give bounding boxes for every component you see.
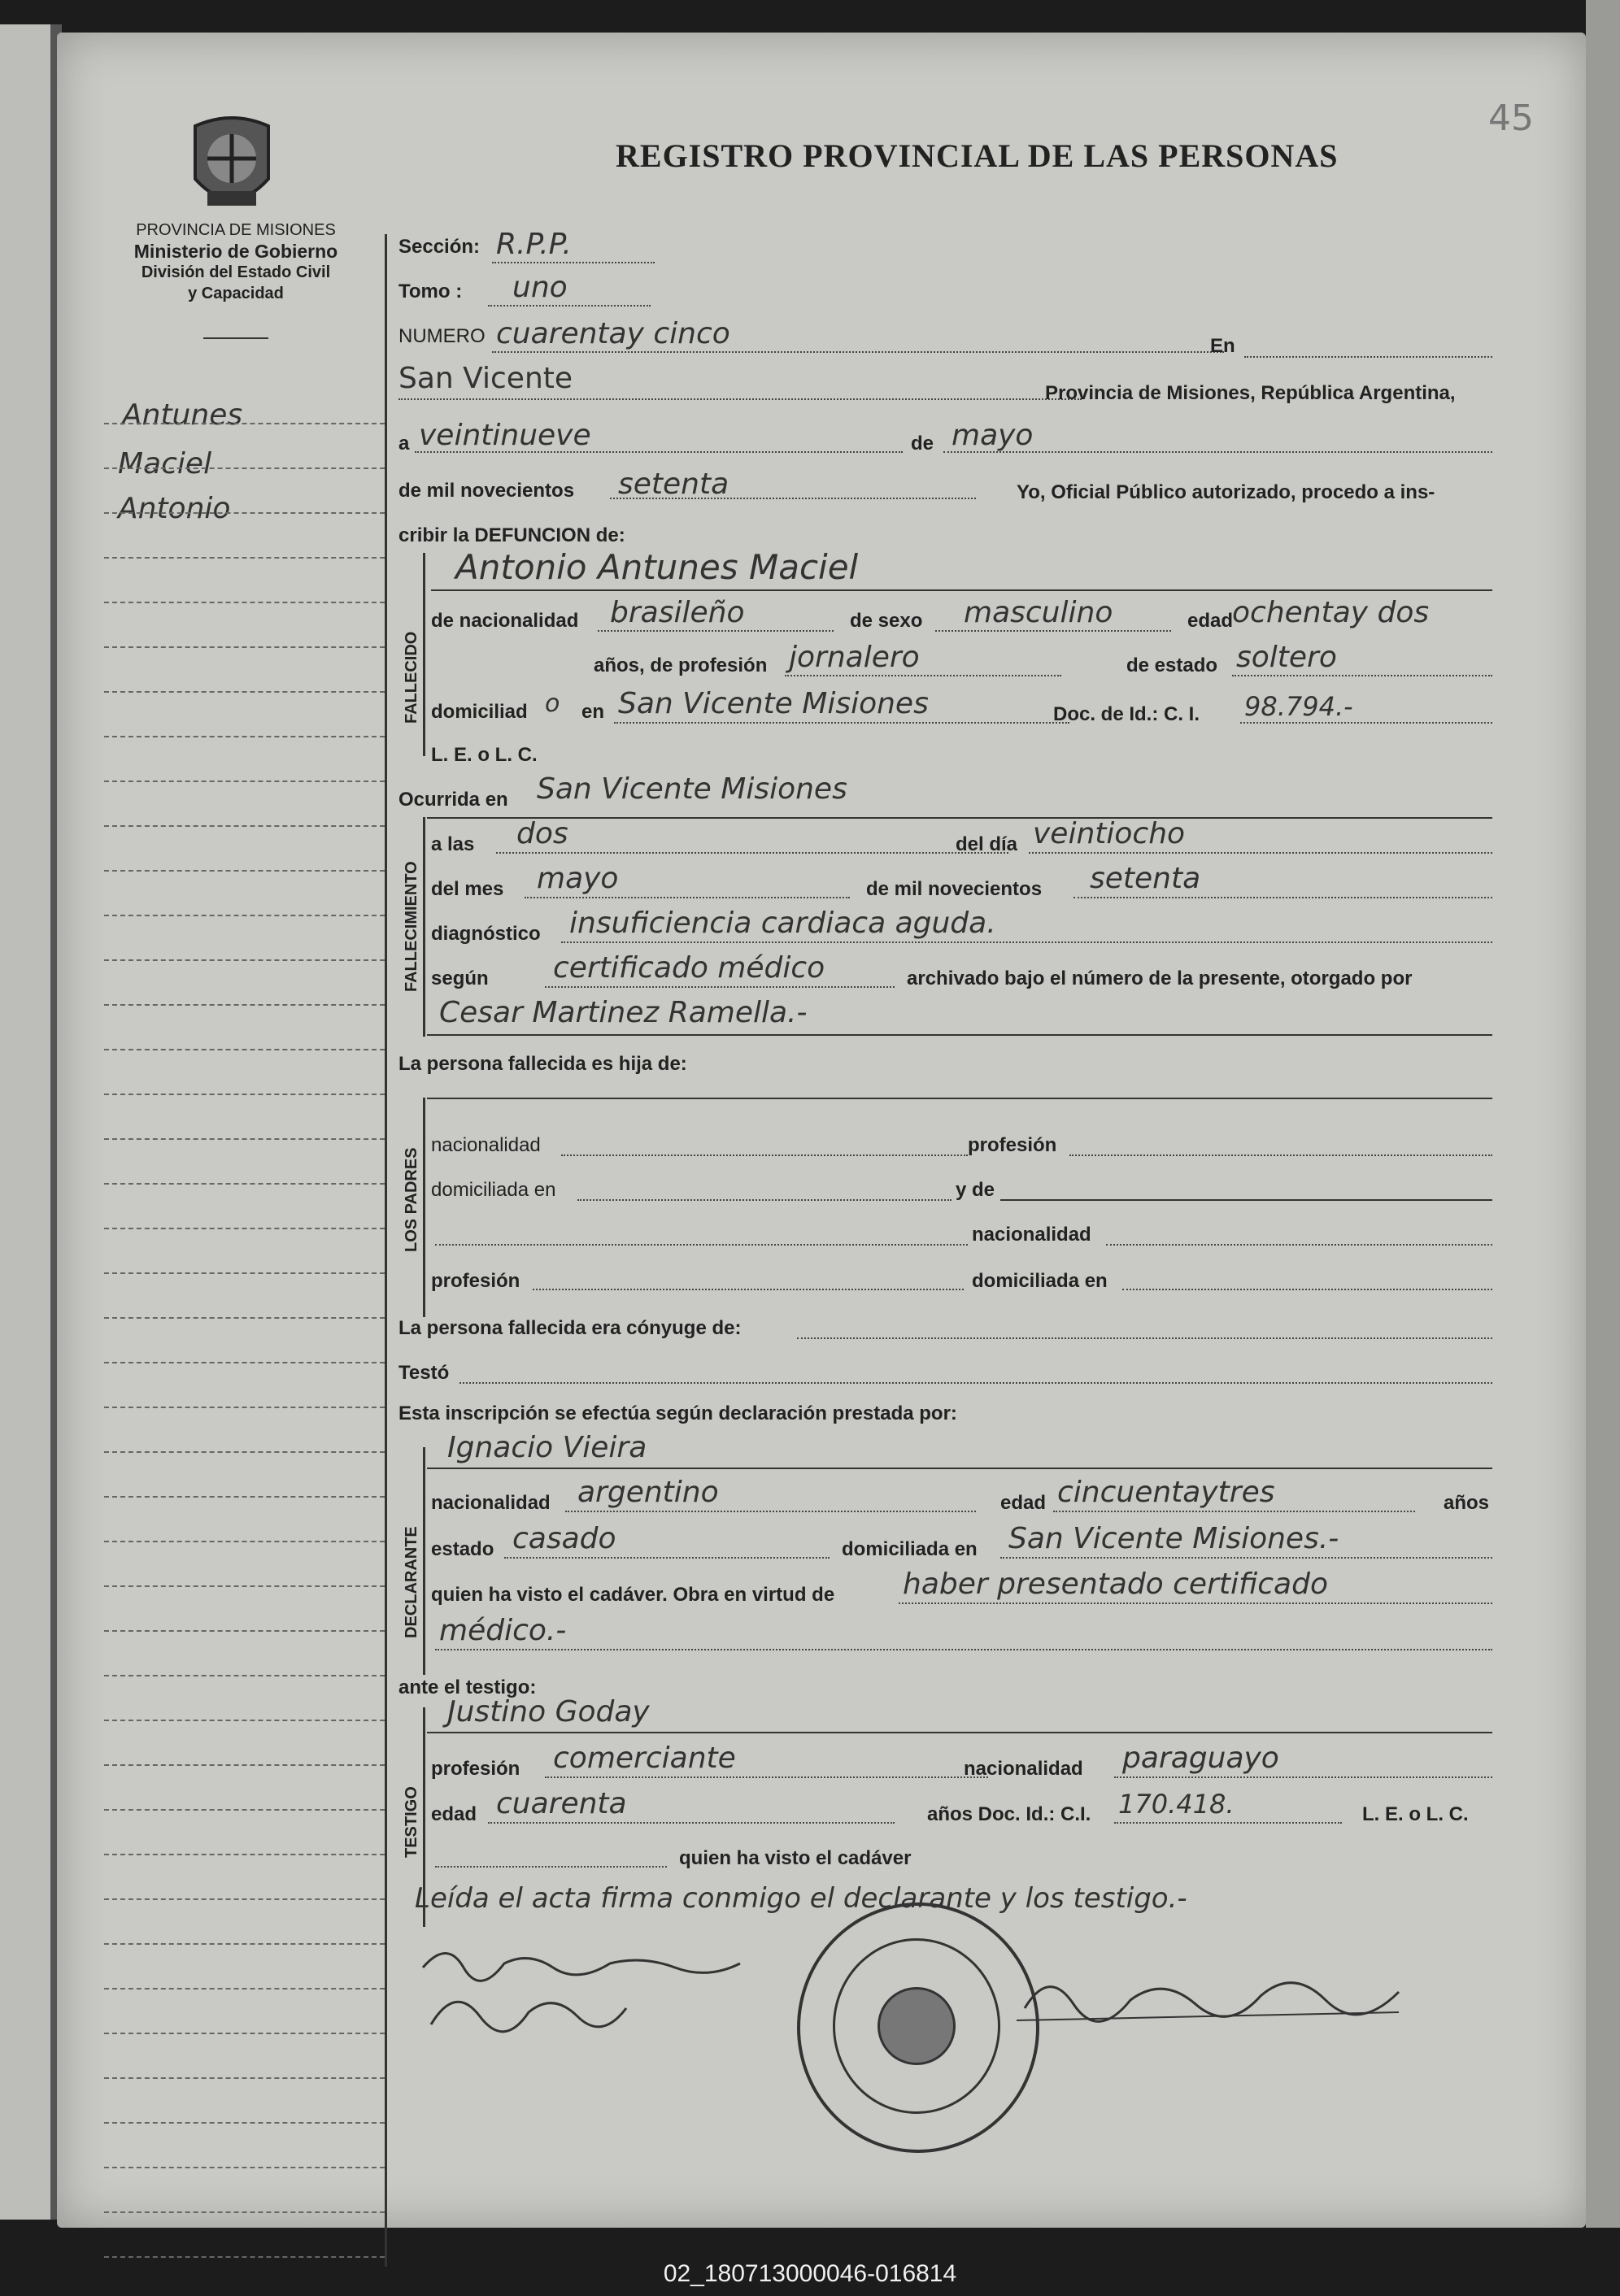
margin-line — [104, 1541, 385, 1542]
label-madre-nacionalidad: nacionalidad — [972, 1224, 1091, 1246]
margin-line — [104, 2167, 385, 2168]
margin-line — [104, 1585, 385, 1587]
label-tomo: Tomo : — [398, 280, 463, 302]
label-test-edad: edad — [431, 1803, 477, 1825]
label-del-dia: del día — [956, 833, 1018, 855]
value-mes: mayo — [952, 419, 1034, 452]
value-anio: setenta — [618, 467, 729, 501]
label-padre-profesion: profesión — [968, 1134, 1057, 1156]
value-test-profesion: comerciante — [553, 1742, 736, 1775]
side-label-padres: LOS PADRES — [403, 1147, 420, 1252]
margin-line — [104, 2211, 385, 2213]
label-a-las: a las — [431, 833, 475, 855]
label-doc-id: Doc. de Id.: C. I. — [1053, 703, 1200, 725]
side-label-fallecido: FALLECIDO — [403, 631, 420, 724]
image-caption: 02_180713000046-016814 — [663, 2260, 957, 2287]
margin-line — [104, 1630, 385, 1632]
label-test-le-lc: L. E. o L. C. — [1362, 1803, 1469, 1825]
margin-line — [104, 602, 385, 603]
margin-line — [104, 467, 385, 469]
label-decl-domiciliada: domiciliada en — [842, 1538, 978, 1560]
label-nacionalidad: de nacionalidad — [431, 610, 579, 632]
org-ministry: Ministerio de Gobierno — [133, 241, 338, 262]
label-decl-estado: estado — [431, 1538, 494, 1560]
margin-line — [104, 1496, 385, 1498]
org-divider — [203, 337, 268, 339]
label-de-mil-2: de mil novecientos — [866, 878, 1043, 900]
margin-line — [104, 870, 385, 872]
margin-line — [104, 1362, 385, 1363]
value-dia-muerte: veintiocho — [1033, 817, 1186, 850]
value-nombre: Antonio Antunes Maciel — [455, 547, 859, 587]
margin-line — [104, 691, 385, 693]
label-conyuge: La persona fallecida era cónyuge de: — [398, 1317, 742, 1339]
label-le-lc: L. E. o L. C. — [431, 744, 538, 766]
margin-line — [104, 1451, 385, 1453]
value-test-edad: cuarenta — [496, 1787, 627, 1820]
margin-given-name: Antonio — [118, 492, 231, 525]
org-division: División del Estado Civil — [141, 263, 331, 281]
label-sexo: de sexo — [850, 610, 923, 632]
signature-declarante — [415, 1935, 756, 2049]
label-hija-de: La persona fallecida es hija de: — [398, 1053, 687, 1075]
label-padre-domiciliada: domiciliada en — [431, 1179, 556, 1201]
value-edad: ochentay dos — [1232, 596, 1430, 629]
value-obra-virtud-2: médico.- — [439, 1614, 567, 1647]
value-decl-estado: casado — [512, 1522, 616, 1555]
margin-line — [104, 825, 385, 827]
margin-line — [104, 915, 385, 916]
page-number: 45 — [1488, 98, 1534, 139]
margin-line — [104, 2122, 385, 2124]
value-obra-virtud: haber presentado certificado — [903, 1568, 1328, 1601]
margin-line — [104, 1809, 385, 1811]
value-lugar: San Vicente — [398, 362, 573, 395]
label-anos-doc: años Doc. Id.: C.I. — [927, 1803, 1091, 1825]
org-province: PROVINCIA DE MISIONES — [136, 221, 336, 239]
margin-line — [104, 1943, 385, 1945]
margin-line — [104, 1049, 385, 1050]
label-decl-nacionalidad: nacionalidad — [431, 1492, 551, 1514]
label-en: En — [1210, 335, 1235, 357]
label-seccion: Sección: — [398, 236, 481, 258]
label-testo: Testó — [398, 1362, 450, 1384]
value-doc: 98.794.- — [1244, 691, 1353, 722]
label-y-de: y de — [956, 1179, 995, 1201]
margin-line — [104, 1720, 385, 1721]
margin-line — [104, 557, 385, 559]
label-quien-visto-2: quien ha visto el cadáver — [679, 1847, 912, 1869]
side-label-declarante: DECLARANTE — [403, 1526, 420, 1638]
value-test-nacionalidad: paraguayo — [1122, 1742, 1279, 1775]
margin-line — [104, 1183, 385, 1185]
value-sexo: masculino — [964, 596, 1113, 629]
value-domicilio-o: o — [545, 689, 560, 718]
org-capacity: y Capacidad — [188, 285, 284, 302]
value-testigo: Justino Goday — [447, 1695, 650, 1729]
value-declarante: Ignacio Vieira — [447, 1431, 647, 1464]
value-segun: certificado médico — [553, 951, 825, 985]
margin-line — [104, 1898, 385, 1900]
margin-surname-2: Maciel — [118, 447, 212, 481]
value-closing: Leída el acta firma conmigo el declarante y los testigo.- — [415, 1882, 1187, 1915]
margin-line — [104, 646, 385, 648]
label-diagnostico: diagnóstico — [431, 923, 541, 945]
page-title: REGISTRO PROVINCIAL DE LAS PERSONAS — [616, 137, 1339, 174]
value-seccion: R.P.P. — [496, 228, 572, 261]
margin-line — [104, 2077, 385, 2079]
margin-line — [104, 736, 385, 737]
label-edad: edad — [1187, 610, 1234, 632]
margin-line — [104, 1764, 385, 1766]
signature-official — [1017, 1959, 1407, 2033]
coat-of-arms-icon — [187, 110, 277, 224]
value-test-doc: 170.418. — [1118, 1789, 1235, 1820]
margin-line — [104, 1854, 385, 1855]
label-en-dom: en — [581, 701, 605, 723]
label-estado: de estado — [1126, 654, 1218, 676]
value-estado: soltero — [1236, 641, 1337, 674]
side-label-fallecimiento: FALLECIMIENTO — [403, 861, 420, 992]
value-medico: Cesar Martinez Ramella.- — [439, 996, 808, 1029]
document-page — [57, 33, 1586, 2228]
label-cribir: cribir la DEFUNCION de: — [398, 524, 625, 546]
margin-line — [104, 1675, 385, 1676]
margin-line — [104, 959, 385, 961]
value-hora: dos — [516, 817, 568, 850]
label-padre-nacionalidad: nacionalidad — [431, 1134, 541, 1156]
label-de-mil: de mil novecientos — [398, 480, 575, 502]
margin-line — [104, 1988, 385, 1989]
label-test-profesion: profesión — [431, 1758, 520, 1780]
label-decl-edad: edad — [1000, 1492, 1047, 1514]
label-inscripcion: Esta inscripción se efectúa según declaración prestada por: — [398, 1402, 957, 1424]
label-de: de — [911, 433, 934, 454]
value-profesion: jornalero — [789, 641, 920, 674]
label-decl-anos: años — [1444, 1492, 1490, 1514]
value-domicilio: San Vicente Misiones — [618, 687, 929, 720]
label-provincia: Provincia de Misiones, República Argentina, — [1045, 382, 1456, 404]
label-del-mes: del mes — [431, 878, 504, 900]
label-quien-visto: quien ha visto el cadáver. Obra en virtud de — [431, 1584, 835, 1606]
margin-line — [104, 1004, 385, 1006]
margin-surname-1: Antunes — [122, 398, 243, 432]
label-ocurrida: Ocurrida en — [398, 789, 508, 811]
label-a: a — [398, 433, 410, 454]
label-domiciliad: domiciliad — [431, 701, 528, 723]
margin-line — [104, 1272, 385, 1274]
margin-line — [104, 1317, 385, 1319]
value-numero: cuarentay cinco — [496, 317, 730, 350]
label-test-nacionalidad: nacionalidad — [964, 1758, 1083, 1780]
label-madre-domiciliada: domiciliada en — [972, 1270, 1108, 1292]
margin-line — [104, 512, 385, 514]
margin-line — [104, 1094, 385, 1095]
value-decl-nacionalidad: argentino — [577, 1476, 719, 1509]
margin-line — [104, 1138, 385, 1140]
value-ocurrida: San Vicente Misiones — [537, 772, 847, 806]
margin-line — [104, 1407, 385, 1408]
value-anio-muerte: setenta — [1090, 862, 1201, 895]
value-tomo: uno — [512, 271, 568, 304]
margin-divider — [385, 234, 387, 2267]
label-yo: Yo, Oficial Público autorizado, procedo a ins- — [1017, 481, 1435, 503]
label-archivado: archivado bajo el número de la presente, otorgado por — [907, 968, 1413, 989]
label-segun: según — [431, 968, 489, 989]
value-decl-edad: cincuentaytres — [1057, 1476, 1275, 1509]
label-madre-profesion: profesión — [431, 1270, 520, 1292]
official-stamp-icon — [797, 1902, 1039, 2153]
margin-line — [104, 423, 385, 424]
side-label-testigo: TESTIGO — [403, 1786, 420, 1858]
value-dia: veintinueve — [419, 419, 591, 452]
value-mes-muerte: mayo — [537, 862, 619, 895]
label-anos-profesion: años, de profesión — [594, 654, 768, 676]
label-ante-testigo: ante el testigo: — [398, 1676, 537, 1698]
book-edge — [1586, 0, 1620, 2228]
label-numero: NUMERO — [398, 325, 486, 347]
margin-line — [104, 2033, 385, 2034]
margin-line — [104, 1228, 385, 1229]
adjacent-page-edge — [0, 24, 50, 2220]
value-diagnostico: insuficiencia cardiaca aguda. — [569, 907, 996, 940]
value-nacionalidad: brasileño — [610, 596, 745, 629]
margin-line — [104, 781, 385, 782]
value-decl-domicilio: San Vicente Misiones.- — [1008, 1522, 1339, 1555]
